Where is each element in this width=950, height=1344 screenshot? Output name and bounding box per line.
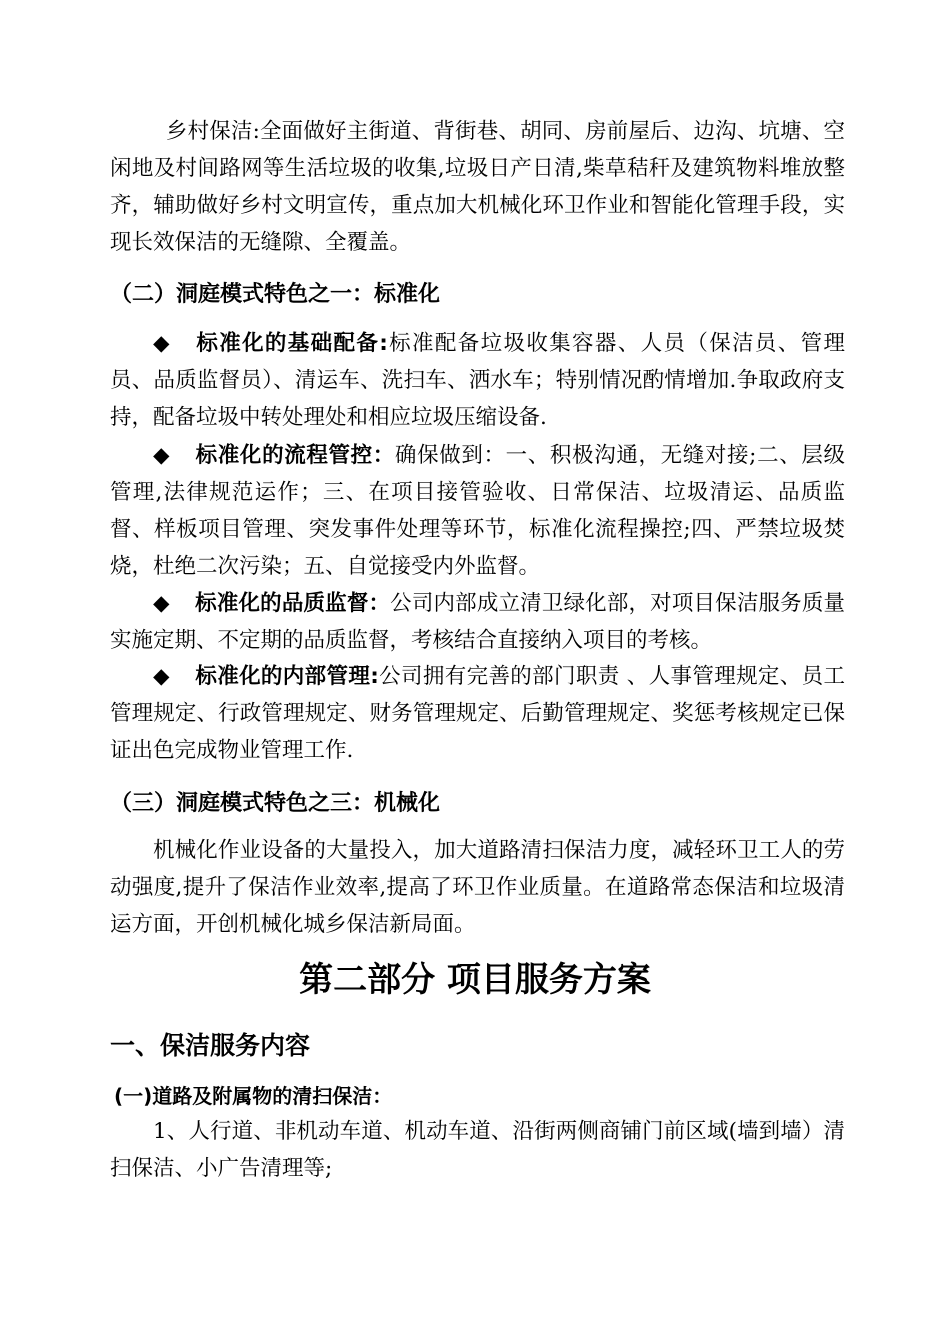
rural-cleaning-paragraph: 乡村保洁:全面做好主街道、背街巷、胡同、房前屋后、边沟、坑塘、空闲地及村间路网等生活垃圾的收集,垃圾日产日清,柴草秸秆及建筑物料堆放整齐，辅助做好乡村文明宣传，重点加大机械化环卫作业和智能化管理手段，实现长效保洁的无缝隙、全覆盖。 xyxy=(110,119,845,255)
bullet-paragraph-internal-management xyxy=(110,658,845,769)
bullet-text: 公司拥有完善的部门职责 、人事管理规定、员工管理规定、行政管理规定、财务管理规定、后勤管理规定、奖惩考核规定已保证出色完成物业管理工作. xyxy=(110,664,845,763)
bullet-text: 确保做到：一、积极沟通，无缝对接;二、层级管理,法律规范运作；三、在项目接管验收、日常保洁、垃圾清运、品质监督、样板项目管理、突发事件处理等环节，标准化流程操控;四、严禁垃圾焚烧，杜绝二次污染；五、自觉接受内外监督。 xyxy=(110,443,845,579)
list-item-1: 1、人行道、非机动车道、机动车道、沿街两侧商铺门前区域(墙到墙）清扫保洁、小广告清理等; xyxy=(110,1119,845,1181)
bullet-title: 标准化的品质监督： xyxy=(195,591,391,616)
mechanization-paragraph: 机械化作业设备的大量投入，加大道路清扫保洁力度，减轻环卫工人的劳动强度,提升了保洁作业效率,提高了环卫作业质量。在道路常态保洁和垃圾清运方面，开创机械化城乡保洁新局面。 xyxy=(110,838,845,937)
section-heading-standardization: （二）洞庭模式特色之一：标准化 xyxy=(110,282,441,307)
part-title: 第二部分 项目服务方案 xyxy=(299,960,651,1000)
section-heading-mechanization: （三）洞庭模式特色之三：机械化 xyxy=(110,791,441,816)
bullet-title: 标准化的内部管理: xyxy=(195,664,379,689)
bullet-paragraph-basic-equipment xyxy=(110,325,845,436)
bullet-title: 标准化的基础配备: xyxy=(195,331,388,356)
bullet-paragraph-quality-supervision xyxy=(110,585,845,659)
diamond-bullet-icon: ◆ xyxy=(153,331,170,356)
bullet-text: 标准配备垃圾收集容器、人员（保洁员、管理员、品质监督员）、清运车、洗扫车、洒水车；特别情况酌情增加.争取政府支持，配备垃圾中转处理处和相应垃圾压缩设备. xyxy=(110,331,845,430)
subsection-title: (一)道路及附属物的清扫保洁： xyxy=(114,1084,393,1108)
bullet-title: 标准化的流程管控： xyxy=(195,443,395,468)
diamond-bullet-icon: ◆ xyxy=(153,664,170,689)
diamond-bullet-icon: ◆ xyxy=(153,591,170,616)
bullet-paragraph-process-control xyxy=(110,437,845,585)
section-title: 一、保洁服务内容 xyxy=(110,1031,311,1060)
diamond-bullet-icon: ◆ xyxy=(153,443,170,468)
bullet-text: 公司内部成立清卫绿化部，对项目保洁服务质量实施定期、不定期的品质监督，考核结合直接纳入项目的考核。 xyxy=(110,591,845,653)
